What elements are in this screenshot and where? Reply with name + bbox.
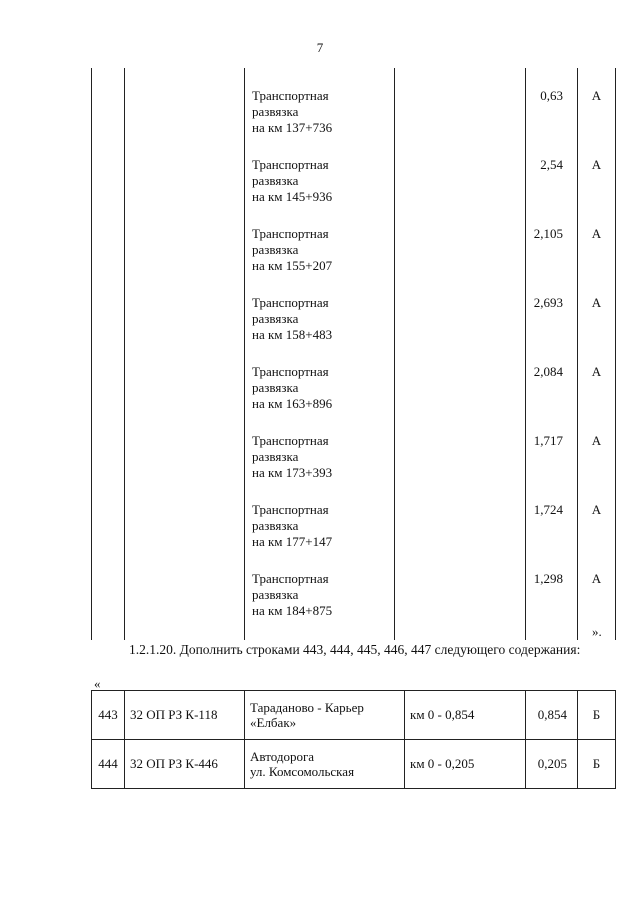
entry-name: Транспортная развязка на км 173+393 <box>252 433 333 480</box>
opening-quote: « <box>94 676 101 691</box>
entry-name: Транспортная развязка на км 145+936 <box>252 157 333 204</box>
entry-name: Транспортная развязка на км 163+896 <box>252 364 333 411</box>
entry-category: А <box>591 88 602 103</box>
entry-length: 1,724 <box>533 502 563 517</box>
entry-length: 2,105 <box>533 226 563 241</box>
row-number: 443 <box>92 691 125 740</box>
table-row <box>92 740 616 789</box>
road-category: Б <box>578 691 616 740</box>
road-code: 32 ОП РЗ К-118 <box>125 691 245 740</box>
road-name: Тараданово - Карьер «Елбак» <box>245 691 405 740</box>
road-name: Автодорога ул. Комсомольская <box>245 740 405 789</box>
col-code <box>125 68 245 640</box>
col-name <box>245 68 395 640</box>
table-row <box>92 691 616 740</box>
entry-length: 1,298 <box>533 571 563 586</box>
entry-length: 0,63 <box>540 88 563 103</box>
page-number: 7 <box>316 40 324 55</box>
entry-category: А <box>591 295 602 310</box>
entry-name: Транспортная развязка на км 137+736 <box>252 88 333 135</box>
entry-category: А <box>591 226 602 241</box>
entry-length: 2,084 <box>533 364 563 379</box>
road-length: 0,854 <box>526 691 578 740</box>
entry-category: А <box>591 502 602 517</box>
road-km: км 0 - 0,854 <box>405 691 526 740</box>
entry-length: 1,717 <box>533 433 563 448</box>
entry-name: Транспортная развязка на км 184+875 <box>252 571 333 618</box>
continued-table <box>91 68 616 640</box>
entry-name: Транспортная развязка на км 158+483 <box>252 295 333 342</box>
entry-category: А <box>591 157 602 172</box>
entry-length: 2,54 <box>540 157 563 172</box>
entry-category: А <box>591 571 602 586</box>
col-km <box>395 68 526 640</box>
row-number: 444 <box>92 740 125 789</box>
entry-name: Транспортная развязка на км 177+147 <box>252 502 333 549</box>
col-length <box>526 68 578 640</box>
entry-length: 2,693 <box>533 295 563 310</box>
road-length: 0,205 <box>526 740 578 789</box>
road-km: км 0 - 0,205 <box>405 740 526 789</box>
road-code: 32 ОП РЗ К-446 <box>125 740 245 789</box>
entry-category: А <box>591 364 602 379</box>
entry-category: А <box>591 433 602 448</box>
col-number <box>92 68 125 640</box>
closing-quote: ». <box>592 624 602 639</box>
col-category <box>578 68 616 640</box>
amendment-paragraph: 1.2.1.20. Дополнить строками 443, 444, 445, 446, 447 следующего содержания: <box>129 642 581 657</box>
new-rows-table <box>91 690 616 789</box>
entry-name: Транспортная развязка на км 155+207 <box>252 226 333 273</box>
road-category: Б <box>578 740 616 789</box>
